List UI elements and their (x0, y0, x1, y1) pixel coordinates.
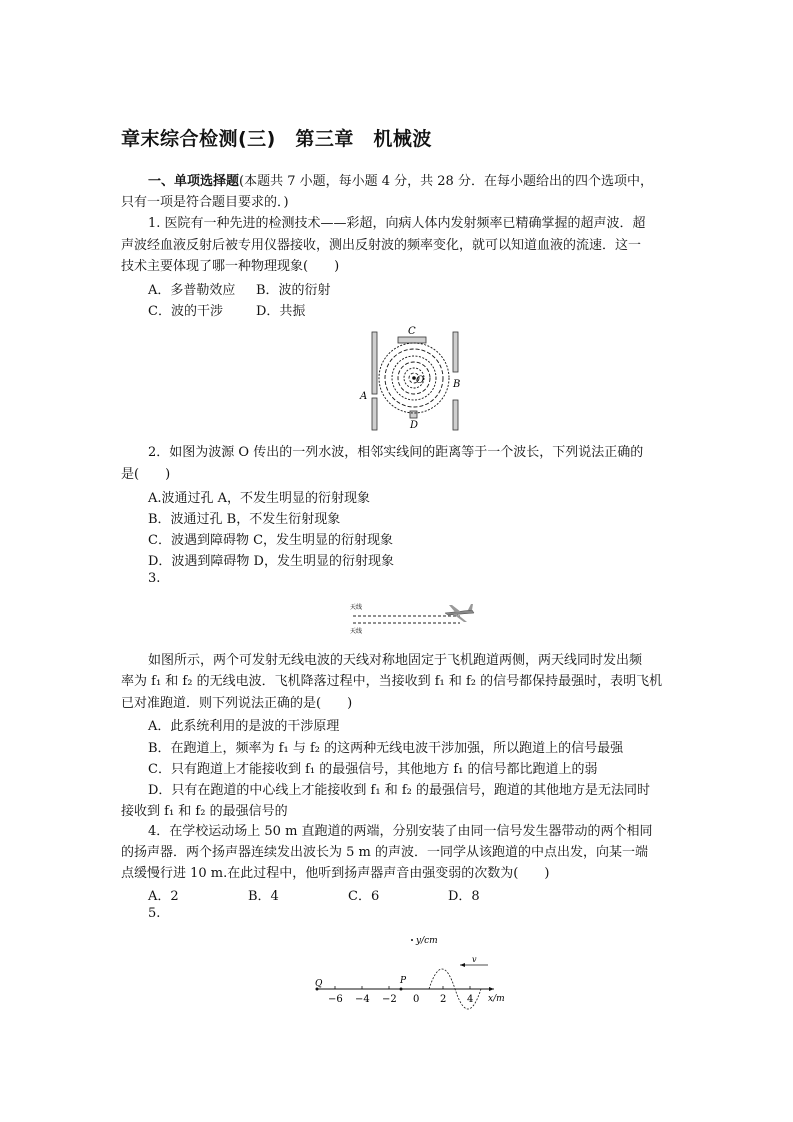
q2-option-b: B．波通过孔 B，不发生衍射现象 (148, 512, 341, 527)
antenna-top-label: 天线 (350, 604, 363, 611)
barrier-left-top (372, 332, 377, 394)
label-q: Q (315, 979, 323, 989)
q3-line-3: 已对准跑道．则下列说法正确的是( ) (121, 696, 353, 711)
q3-option-d-cont: 接收到 f₁ 和 f₂ 的最强信号的 (121, 804, 288, 819)
label-o: O (416, 375, 425, 386)
q4-line-3: 点缓慢行进 10 m.在此过程中，他听到扬声器声音由强变弱的次数为( ) (121, 866, 550, 881)
section-intro (148, 172, 653, 192)
x-tick-label: 4 (467, 994, 474, 1005)
q4-option-a: A．2 (148, 889, 179, 904)
label-b: B (453, 379, 461, 390)
q4-option-c: C．6 (348, 889, 380, 904)
q2-wave-figure (340, 320, 480, 440)
velocity-label: v (472, 955, 477, 964)
page-title: 章末综合检测(三) 第三章 机械波 (121, 128, 432, 150)
section-desc: (本题共 7 小题，每小题 4 分，共 28 分．在每小题给出的四个选项中， (239, 174, 653, 189)
q4-option-d: D．8 (448, 889, 480, 904)
q1-line-2: 声波经血液反射后被专用仪器接收，测出反射波的频率变化，就可以知道血液的流速．这一 (121, 238, 642, 253)
label-d: D (410, 420, 419, 431)
x-tick-label: −6 (328, 994, 343, 1005)
q3-option-c: C．只有跑道上才能接收到 f₁ 的最强信号，其他地方 f₁ 的信号都比跑道上的弱 (148, 762, 598, 777)
x-tick-label: −4 (355, 994, 370, 1005)
label-c: C (408, 326, 416, 337)
q5-wave-graph (300, 925, 520, 1010)
label-p: P (400, 976, 407, 986)
q3-runway-figure (345, 598, 480, 638)
q1-option-b: B．波的衍射 (256, 283, 331, 298)
barrier-right-bottom (453, 400, 458, 430)
q5-number: 5. (148, 906, 161, 921)
q3-option-d: D．只有在跑道的中心线上才能接收到 f₁ 和 f₂ 的最强信号，跑道的其他地方是无法同时 (148, 783, 650, 798)
y-axis-marker (411, 939, 413, 941)
q4-line-2: 的扬声器．两个扬声器连续发出波长为 5 m 的声波．一同学从该跑道的中点出发，向某一端 (121, 845, 648, 860)
q3-number: 3. (148, 571, 161, 586)
q4-option-b: B．4 (248, 889, 279, 904)
q2-option-a: A.波通过孔 A，不发生明显的衍射现象 (148, 491, 371, 506)
q1-option-c: C．波的干涉 (148, 304, 223, 319)
label-a: A (360, 391, 368, 402)
obstacle-d (410, 411, 417, 418)
antenna-bottom-label: 天线 (350, 628, 363, 635)
airplane-icon (445, 604, 474, 622)
barrier-right-top (453, 332, 458, 372)
point-p (400, 988, 403, 991)
barrier-left-bottom (372, 398, 377, 430)
q2-line-1: 2．如图为波源 O 传出的一列水波，相邻实线间的距离等于一个波长，下列说法正确的 (148, 445, 644, 460)
q3-option-b: B．在跑道上，频率为 f₁ 与 f₂ 的这两种无线电波干涉加强，所以跑道上的信号最强 (148, 741, 624, 756)
q1-option-d: D．共振 (256, 304, 306, 319)
q2-option-c: C．波遇到障碍物 C，发生明显的衍射现象 (148, 533, 394, 548)
x-tick-label: 0 (413, 994, 420, 1005)
q2-line-2: 是( ) (121, 467, 171, 482)
q1-option-a: A．多普勒效应 (148, 283, 236, 298)
x-axis-arrow (489, 987, 494, 991)
section-heading: 一、单项选择题 (148, 174, 240, 189)
x-tick-label: −2 (382, 994, 397, 1005)
x-tick-label: 2 (440, 994, 447, 1005)
q1-line-1: 1. 医院有一种先进的检测技术——彩超，向病人体内发射频率已精确掌握的超声波．超 (148, 216, 646, 231)
x-axis-label: x/m (488, 994, 505, 1004)
q4-line-1: 4．在学校运动场上 50 m 直跑道的两端，分别安装了由同一信号发生器带动的两个相同 (148, 824, 653, 839)
q3-line-2: 率为 f₁ 和 f₂ 的无线电波．飞机降落过程中，当接收到 f₁ 和 f₂ 的信号都保持最强时，表明飞机 (121, 674, 663, 689)
q2-option-d: D．波遇到障碍物 D，发生明显的衍射现象 (148, 554, 394, 569)
obstacle-c (398, 337, 426, 343)
velocity-arrowhead (460, 963, 465, 967)
y-axis-label: y/cm (416, 936, 438, 946)
section-desc-2: 只有一项是符合题目要求的．) (121, 195, 289, 210)
q3-option-a: A．此系统利用的是波的干涉原理 (148, 719, 340, 734)
q3-line-1: 如图所示，两个可发射无线电波的天线对称地固定于飞机跑道两侧，两天线同时发出频 (148, 653, 643, 668)
q1-line-3: 技术主要体现了哪一种物理现象( ) (121, 259, 340, 274)
